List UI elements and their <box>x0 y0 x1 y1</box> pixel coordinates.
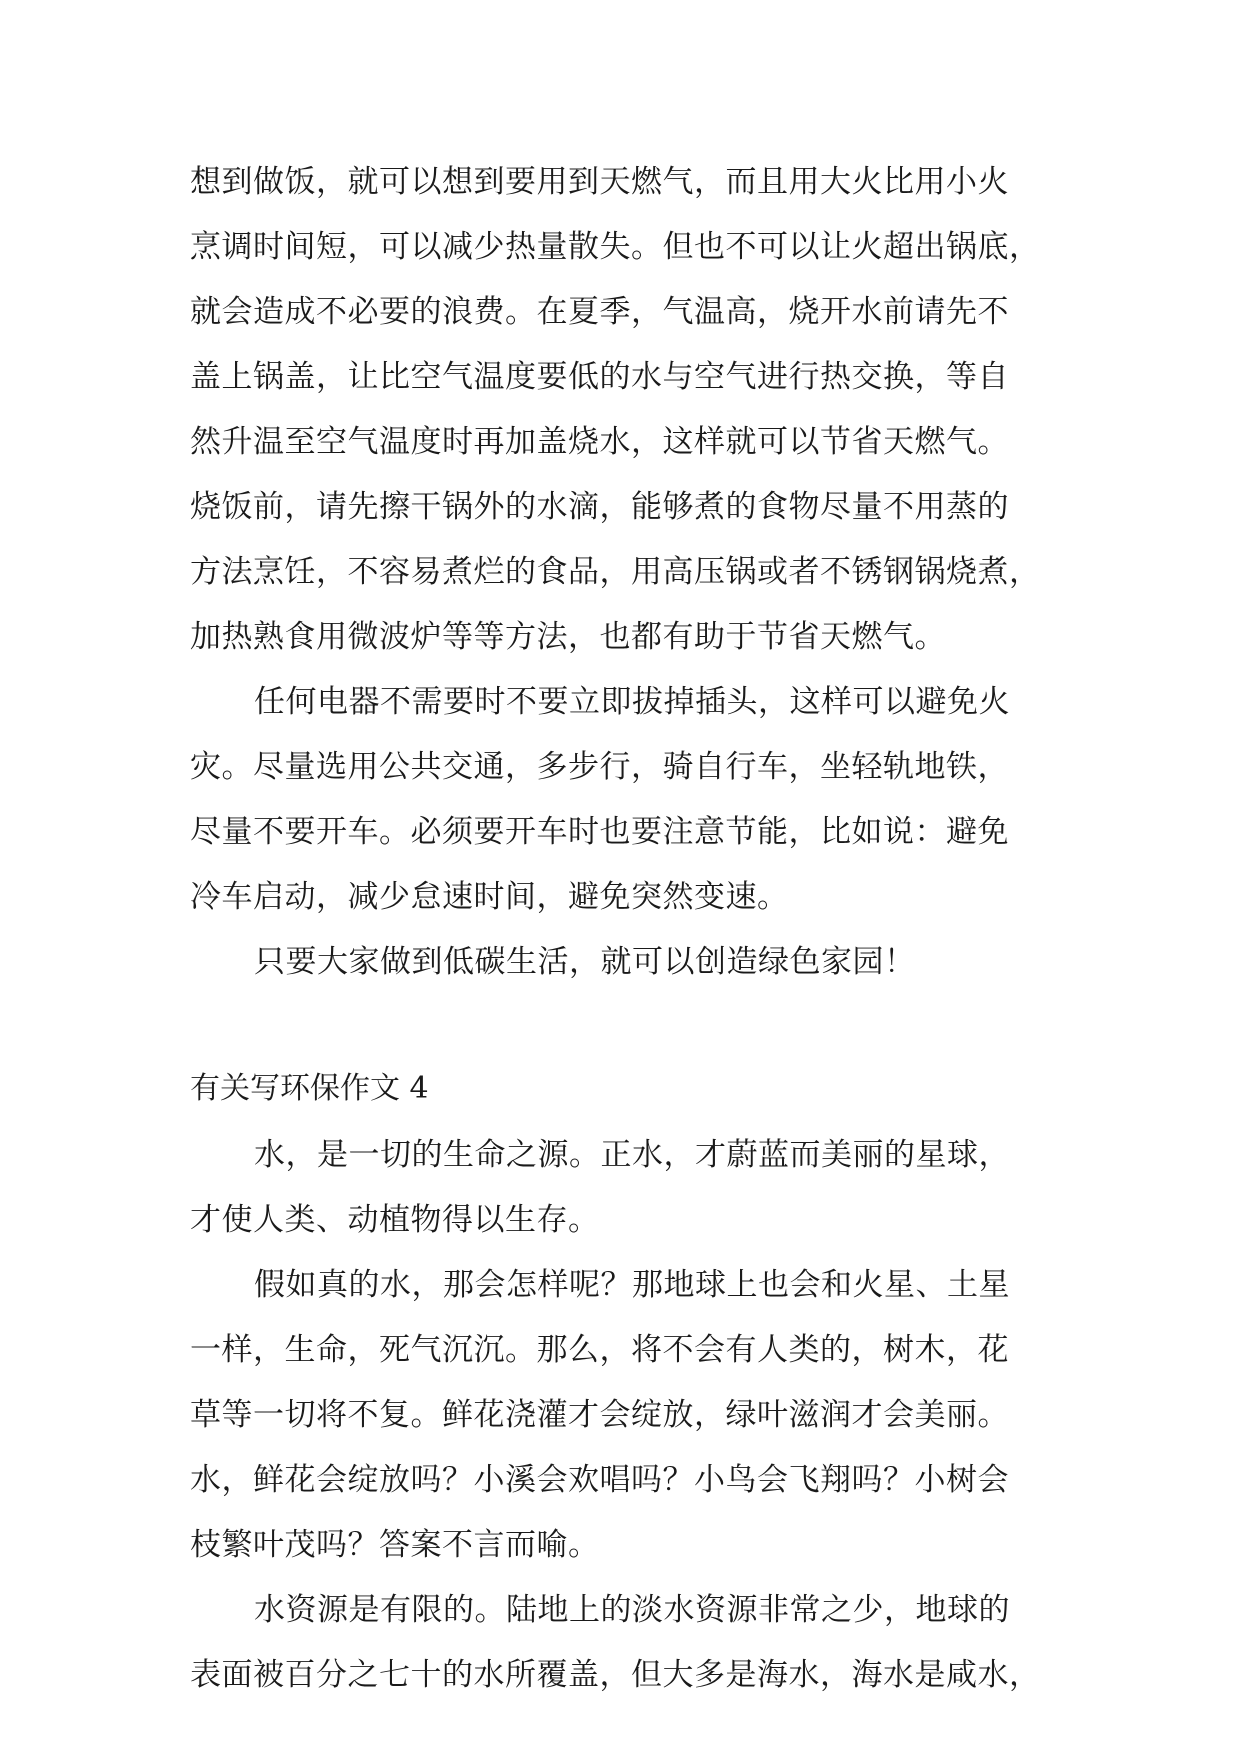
text-line: 水，鲜花会绽放吗？小溪会欢唱吗？小鸟会飞翔吗？小树会 <box>190 1462 1009 1498</box>
text-line: 水资源是有限的。陆地上的淡水资源非常之少，地球的 <box>254 1592 1010 1628</box>
text-line: 水，是一切的生命之源。正水，才蔚蓝而美丽的星球， <box>254 1137 1010 1173</box>
text-line: 尽量不要开车。必须要开车时也要注意节能，比如说：避免 <box>190 814 1009 850</box>
text-line: 才使人类、动植物得以生存。 <box>190 1202 600 1238</box>
text-line: 然升温至空气温度时再加盖烧水，这样就可以节省天燃气。 <box>190 424 1009 460</box>
paragraph-without-water <box>190 1253 1050 1578</box>
text-line: 灾。尽量选用公共交通，多步行，骑自行车，坐轻轨地铁， <box>190 749 1009 785</box>
paragraph-cooking-gas <box>190 150 1050 670</box>
text-line: 假如真的水，那会怎样呢？那地球上也会和火星、土星 <box>254 1267 1010 1303</box>
text-line: 只要大家做到低碳生活，就可以创造绿色家园！ <box>254 944 916 980</box>
text-line: 草等一切将不复。鲜花浇灌才会绽放，绿叶滋润才会美丽。 <box>190 1397 1009 1433</box>
text-line: 加热熟食用微波炉等等方法，也都有助于节省天燃气。 <box>190 619 946 655</box>
text-line: 一样，生命，死气沉沉。那么，将不会有人类的，树木，花 <box>190 1332 1009 1368</box>
text-line: 烧饭前，请先擦干锅外的水滴，能够煮的食物尽量不用蒸的 <box>190 489 1009 525</box>
text-line: 烹调时间短，可以减少热量散失。但也不可以让火超出锅底， <box>190 229 1041 265</box>
section-title: 有关写环保作文 4 <box>190 1071 429 1106</box>
text-line: 就会造成不必要的浪费。在夏季，气温高，烧开水前请先不 <box>190 294 1009 330</box>
text-line: 枝繁叶茂吗？答案不言而喻。 <box>190 1527 600 1563</box>
document-body <box>190 150 1050 1708</box>
section-spacer <box>190 995 1050 1051</box>
text-line: 盖上锅盖，让比空气温度要低的水与空气进行热交换，等自 <box>190 359 1009 395</box>
text-line: 方法烹饪，不容易煮烂的食品，用高压锅或者不锈钢锅烧煮， <box>190 554 1041 590</box>
text-line: 想到做饭，就可以想到要用到天燃气，而且用大火比用小火 <box>190 164 1009 200</box>
paragraph-water-source <box>190 1123 1050 1253</box>
text-line: 表面被百分之七十的水所覆盖，但大多是海水，海水是咸水， <box>190 1657 1041 1693</box>
text-line: 冷车启动，减少怠速时间，避免突然变速。 <box>190 879 789 915</box>
paragraph-water-limited <box>190 1578 1050 1708</box>
paragraph-electricity-transport <box>190 670 1050 930</box>
paragraph-conclusion <box>190 930 1050 995</box>
text-line: 任何电器不需要时不要立即拔掉插头，这样可以避免火 <box>254 684 1010 720</box>
